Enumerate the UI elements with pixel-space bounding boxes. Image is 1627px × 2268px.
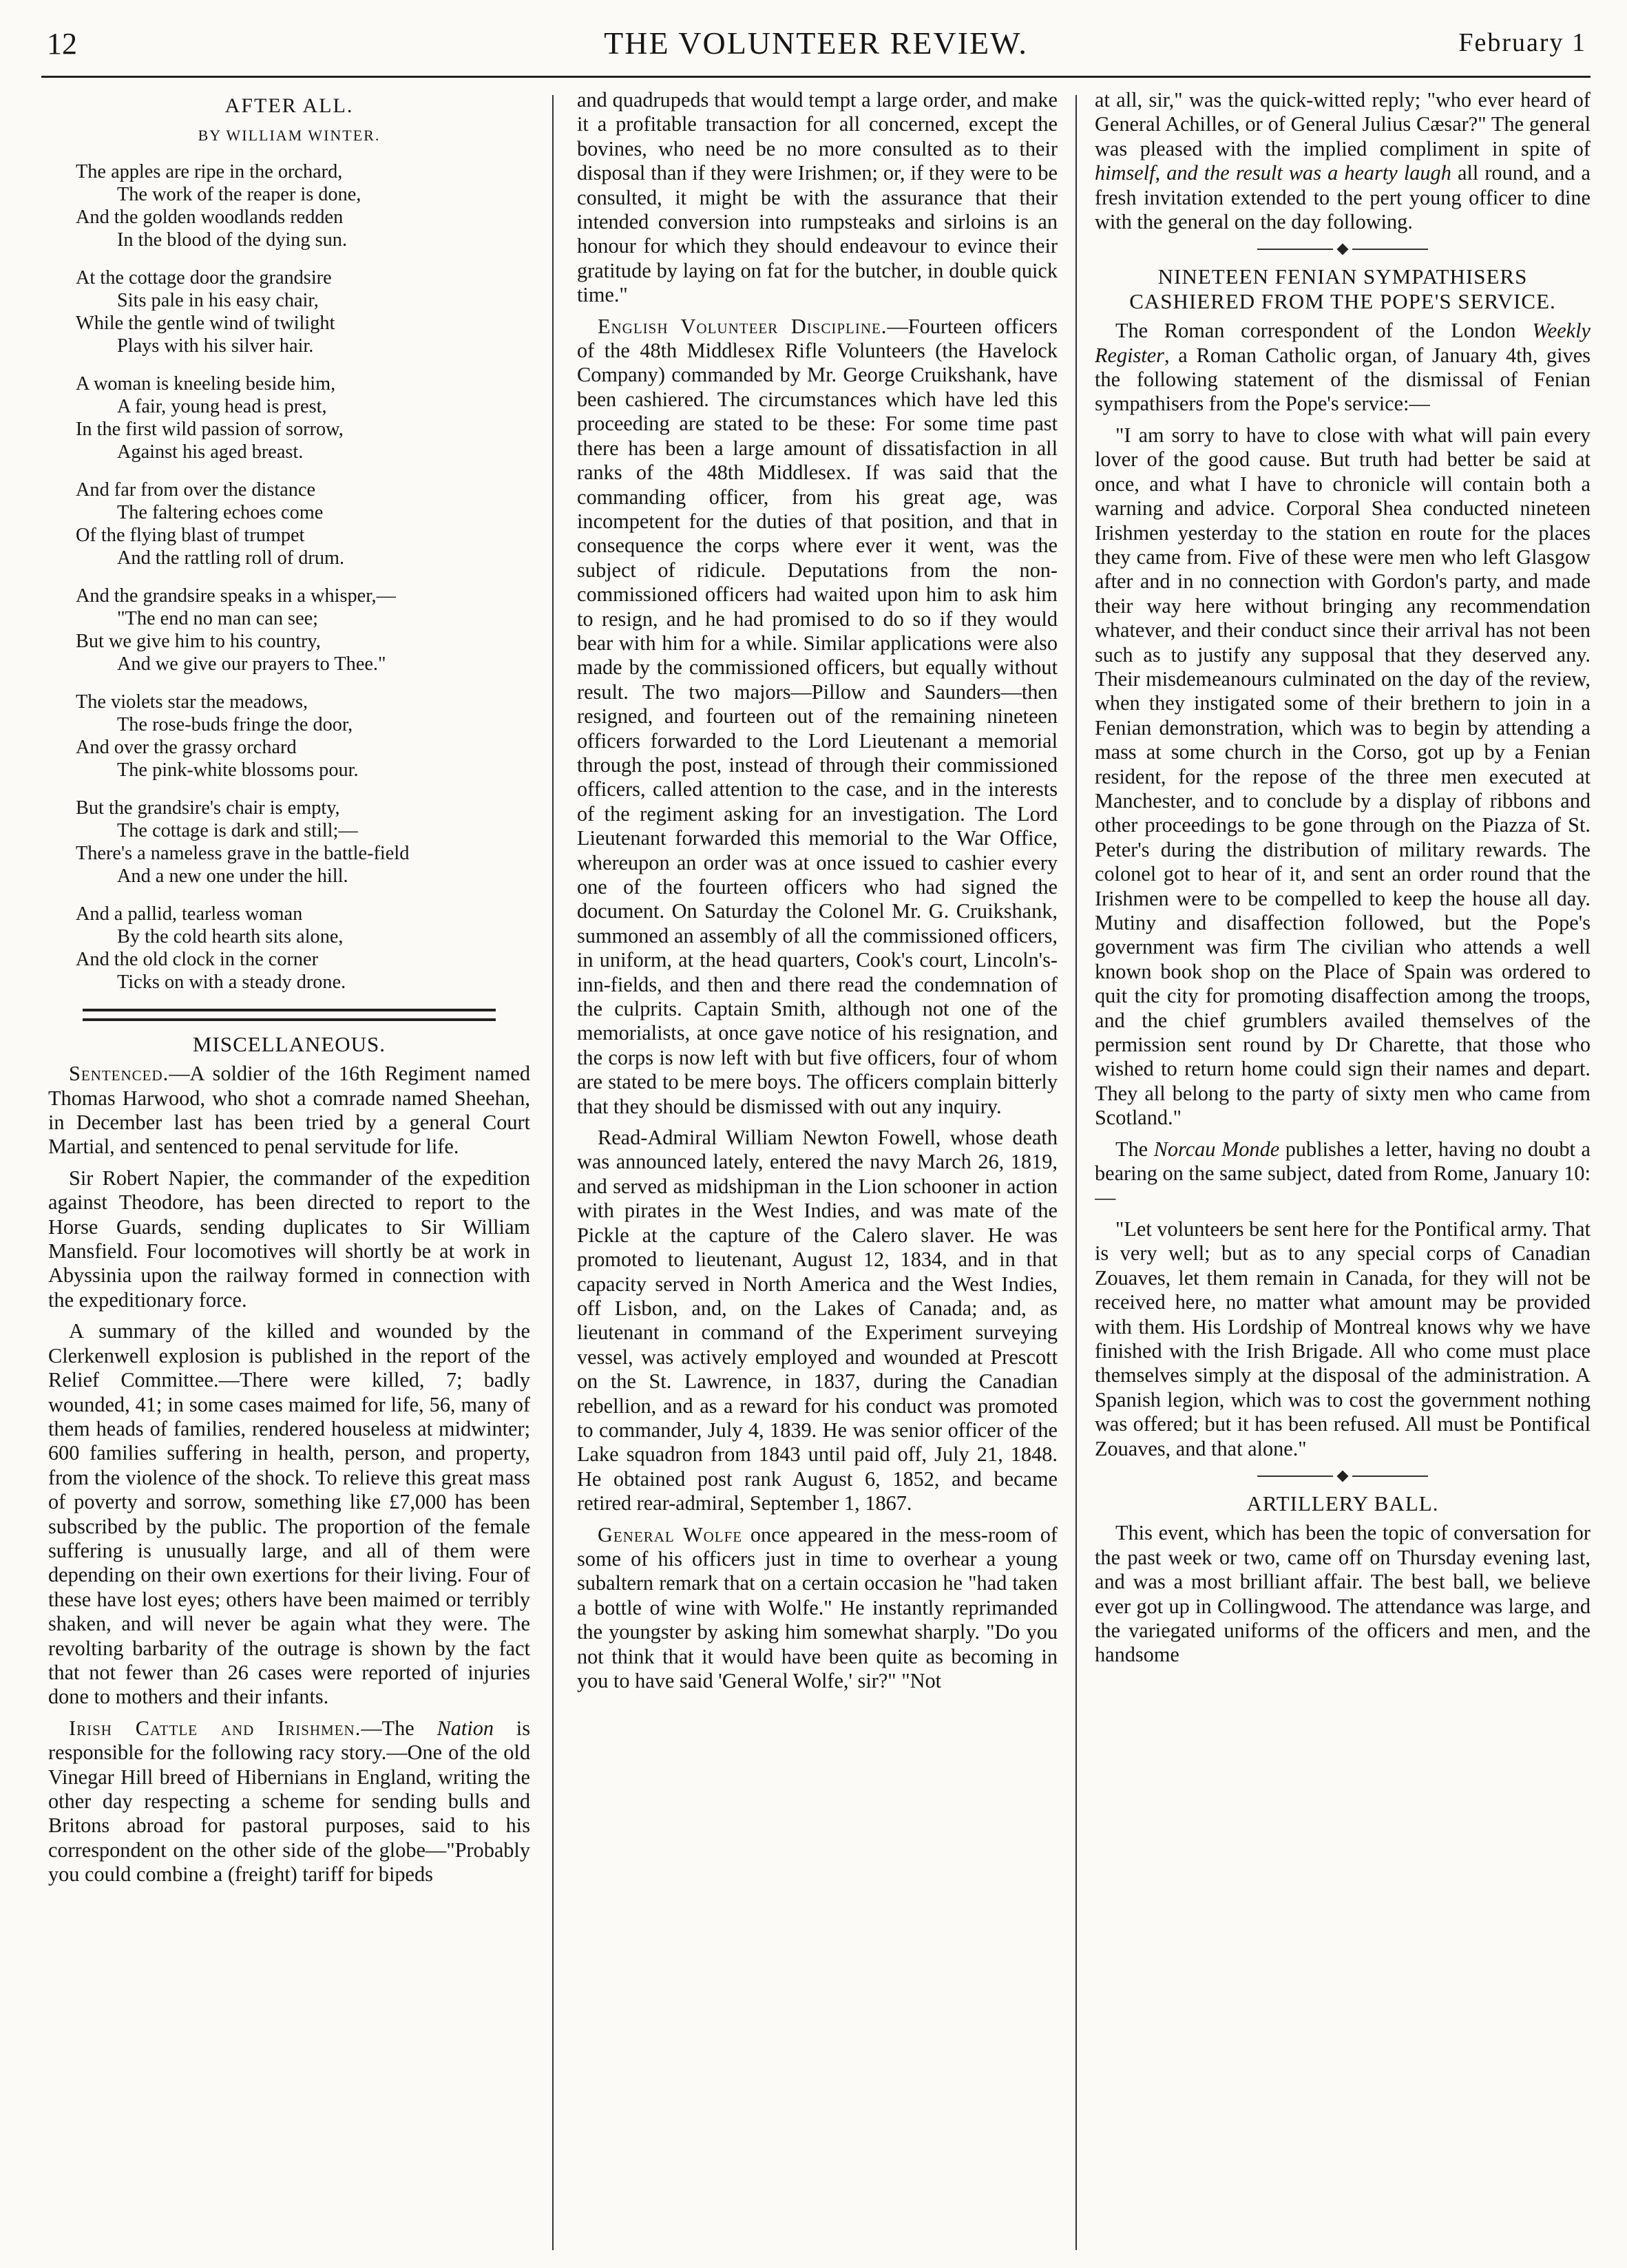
section-heading-fenian: NINETEEN FENIAN SYMPATHISERS CASHIERED FROM THE POPE'S SERVICE. <box>1129 264 1556 313</box>
poem-line: And the old clock in the corner <box>76 948 319 970</box>
column-3 <box>1095 88 1591 2250</box>
poem-line: But we give him to his country, <box>76 630 321 652</box>
article-irish-cattle: Irish Cattle and Irishmen.—The Nation is responsible for the following racy story.—One of the old Vinegar Hill breed of Hibernians in England, writing the other day respecting a scheme for sending bulls and Britons abroad for pastoral purposes, said to his correspondent on the other side of the globe—"Probably you could combine a (freight) tariff for bipeds <box>48 1716 530 1887</box>
poem-stanza <box>76 585 530 675</box>
publication-name: Norcau Monde <box>1153 1137 1280 1161</box>
poem-line: Plays with his silver hair. <box>117 335 314 357</box>
poem-line: The rose-buds fringe the door, <box>117 713 353 735</box>
poem-line: In the blood of the dying sun. <box>117 229 348 251</box>
poem-line: And we give our prayers to Thee." <box>117 653 386 675</box>
poem-line: And the rattling roll of drum. <box>117 547 345 569</box>
article-fenian-letter: "I am sorry to have to close with what will pain every lover of the good cause. But truth had better be said at once, and what I have to chronicle will contain both a warning and advice. Corporal Shea conducted nineteen Irishmen yesterday to the station en route for the places they came from. Five of these were men who left Glasgow after and in no connection with Gordon's party, and made their way here without bringing any recommendation whatever, and their conduct since their arrival has not been such as to justify any supposal that they deserved any. Their misdemeanours culminated on the day of the review, when they instigated some of their brethern to join in a Fenian demonstration, which was to begin by attending a mass at some church in the Corso, got up by a Fenian resident, for the repose of the three men executed at Manchester, and to conclude by a display of ribbons and other proceedings to be gone through on the Piazza of St. Peter's during the distribution of military rewards. The colonel got to hear of it, and sent an order round that the Irishmen were to be compelled to keep the house all day. Mutiny and disaffection followed, but the Pope's government was firm The civilian who attends a well known book shop on the Place of Spain was ordered to quit the city for promoting disaffection among the troops, and the chief grumblers availed themselves of the permission sent round by Dr Charette, that those who wished to return home could sign their names and depart. They all belong to the party of sixty men who came from Scotland." <box>1095 423 1591 1130</box>
column-rule <box>1075 95 1077 2250</box>
poem-line: And over the grassy orchard <box>76 736 297 758</box>
poem-line: While the gentle wind of twilight <box>76 312 335 334</box>
ornament-divider <box>1095 245 1591 253</box>
poem-stanza <box>76 903 530 994</box>
article-volunteer-discipline: English Volunteer Discipline.—Fourteen officers of the 48th Middlesex Rifle Volunteers (the Havelock Company) commanded by Mr. George Cruikshank, have been cashiered. The circumstances which have led this proceeding are stated to be these: For some time past there has been a large amount of dissatisfaction in all ranks of the 48th Middlesex. If was said that the commanding officer, from his great age, was incompetent for the duties of that position, and that in consequence the corps where ever it went, was the subject of ridicule. Deputations from the non-commissioned officers had waited upon him to ask him to resign, and he had promised to do so if they would bear with him for a while. Similar applications were also made by the commissioned officers, but equally without result. The two majors—Pillow and Saunders—then resigned, and fourteen out of the remaining nineteen officers forwarded to the Lord Lieutenant a memorial through the post, instead of through their commissioned officers, called attention to the case, and in the interests of the regiment asking for an investigation. The Lord Lieutenant forwarded this memorial to the War Office, whereupon an order was at once issued to cashier every one of the fourteen officers who had signed the document. On Saturday the Colonel Mr. G. Cruikshank, summoned an assembly of all the commissioned officers, in uniform, at the head quarters, Cook's court, Lincoln's-inn-fields, and then and there read the condemnation of the culprits. Captain Smith, although not one of the memorialists, at once gave notice of his resignation, and the corps is now left with but five officers, four of whom are stated to be mere boys. The officers complain bitterly that they should be dismissed with out any inquiry. <box>577 314 1058 1118</box>
poem-line: And a new one under the hill. <box>117 865 348 887</box>
poem-title: AFTER ALL. <box>224 94 354 117</box>
article-continued: and quadrupeds that would tempt a large order, and make it a profitable transaction for all concerned, except the bovines, who need be no more consulted as to their disposal than if they were Irishmen; or, if they were to be consulted, it might be with the assurance that their intended conversion into rumpsteaks and sirloins is an honour for which they should endeavour to evince their gratitude by laying on fat for the butcher, in double quick time." <box>577 88 1058 307</box>
article-admiral-fowell: Read-Admiral William Newton Fowell, whose death was announced lately, entered the navy March 26, 1819, and served as midshipman in the Lion schooner in action with pirates in the West Indies, and was mate of the Pickle at the capture of the Calero slaver. He was promoted to lieutenant, August 12, 1834, and in that capacity served in North America and the West Indies, off Lisbon, and, on the Lakes of Canada; and, as lieutenant in command of the Experiment surveying vessel, was actively employed and wounded at Prescott on the St. Lawrence, in 1837, during the Canadian rebellion, and as a reward for his conduct was promoted to commander, July 4, 1839. He was senior officer of the Lake squadron from 1843 until paid off, July 21, 1848. He obtained post rank August 6, 1852, and became retired rear-admiral, September 1, 1867. <box>577 1126 1058 1515</box>
poem-line: The cottage is dark and still;— <box>117 819 358 841</box>
section-heading-miscellaneous: MISCELLANEOUS. <box>192 1031 386 1056</box>
poem-line: By the cold hearth sits alone, <box>117 925 344 947</box>
section-divider <box>83 1009 496 1021</box>
article-artillery-ball: This event, which has been the topic of conversation for the past week or two, came off on Thursday evening last, and was a most brilliant affair. The best ball, we believe ever got up in Collingwood. The attendance was large, and the variegated uniforms of the officers and men, and the handsome <box>1095 1521 1591 1667</box>
poem-stanza <box>76 266 530 357</box>
poem-line: And the golden woodlands redden <box>76 206 344 228</box>
article-clerkenwell: A summary of the killed and wounded by the Clerkenwell explosion is published in the report of the Relief Committee.—There were killed, 7; badly wounded, 41; in some cases maimed for life, 56, many of them heads of families, rendered houseless at midwinter; 600 families suffering in health, person, and property, from the violence of the shock. To relieve this great mass of poverty and sorrow, something like £7,000 has been subscribed by the public. The proportion of the female suffering is unusually large, and all of them were depending on their own exertions for their living. Four of these have lost eyes; others have been maimed or terribly shaken, and will never be again what they were. The revolting barbarity of the outrage is shown by the fact that not fewer than 26 cases were reported of injuries done to mothers and their infants. <box>48 1319 530 1709</box>
poem-line: Against his aged breast. <box>117 441 304 463</box>
section-heading-artillery-ball: ARTILLERY BALL. <box>1246 1491 1439 1515</box>
poem-stanza <box>76 691 530 781</box>
poem-stanza <box>76 479 530 569</box>
poem-line: There's a nameless grave in the battle-field <box>76 842 410 864</box>
run-in-head: English Volunteer Discipline. <box>598 314 888 338</box>
poem-line: The work of the reaper is done, <box>117 183 361 205</box>
poem-byline: BY WILLIAM WINTER. <box>198 127 381 145</box>
article-volunteers-letter: "Let volunteers be sent here for the Pontifical army. That is very well; but as to any special corps of Canadian Zouaves, let them remain in Canada, for they will not be received here, no matter what amount may be provided with them. His Lordship of Montreal knows why we have finished with the Irish Brigade. All who come must place themselves simply at the disposal of the administration. A Spanish legion, which was to cost the government nothing was offered; but it has been refused. All must be Pontifical Zouaves, and that alone." <box>1095 1217 1591 1460</box>
poem-line: Of the flying blast of trumpet <box>76 524 305 546</box>
poem-line: The faltering echoes come <box>117 501 324 523</box>
page-number: 12 <box>47 27 77 61</box>
article-general-wolfe: General Wolfe once appeared in the mess-room of some of his officers just in time to overhear a young subaltern remark that on a certain occasion he "had taken a bottle of wine with Wolfe." He instantly reprimanded the youngster by asking him somewhat sharply. "Do you not think that it would have been quite as becoming in you to have said 'General Wolfe,' sir?" "Not <box>577 1522 1058 1692</box>
article-napier: Sir Robert Napier, the commander of the expedition against Theodore, has been directed to report to the Horse Guards, sending duplicates to Sir William Mansfield. Four locomotives will shortly be at work in Abyssinia upon the railway formed in connection with the expeditionary force. <box>48 1166 530 1312</box>
article-nouveau-monde: The Norcau Monde publishes a letter, having no doubt a bearing on the same subject, dated from Rome, January 10:— <box>1095 1137 1591 1210</box>
poem-line: Sits pale in his easy chair, <box>117 289 319 311</box>
run-in-head: Irish Cattle and Irishmen. <box>69 1716 361 1740</box>
poem-line: And a pallid, tearless woman <box>76 903 303 925</box>
poem <box>48 160 530 994</box>
poem-line: A woman is kneeling beside him, <box>76 372 336 395</box>
poem-line: And far from over the distance <box>76 479 316 501</box>
article-sentenced: Sentenced.—A soldier of the 16th Regiment named Thomas Harwood, who shot a comrade named Sheehan, in December last has been tried by a general Court Martial, and sentenced to penal servitude for life. <box>48 1062 530 1159</box>
poem-line: The violets star the meadows, <box>76 691 308 713</box>
poem-line: At the cottage door the grandsire <box>76 266 332 288</box>
issue-date: February 1 <box>1458 28 1586 57</box>
publication-name: Weekly Register <box>1095 319 1591 367</box>
article-fenian-intro: The Roman correspondent of the London Weekly Register, a Roman Catholic organ, of January 4th, gives the following statement of the dismissal of Fenian sympathisers from the Pope's service:— <box>1095 319 1591 416</box>
page-header <box>41 21 1591 78</box>
poem-stanza <box>76 160 530 251</box>
column-rule <box>552 95 554 2250</box>
poem-stanza <box>76 797 530 888</box>
poem-line: A fair, young head is prest, <box>117 395 327 417</box>
poem-line: But the grandsire's chair is empty, <box>76 797 340 819</box>
poem-stanza <box>76 372 530 463</box>
poem-line: The pink-white blossoms pour. <box>117 759 359 781</box>
poem-line: Ticks on with a steady drone. <box>117 971 346 993</box>
publication-name: Nation <box>437 1716 494 1740</box>
poem-line: The apples are ripe in the orchard, <box>76 160 343 182</box>
column-1 <box>48 88 530 2250</box>
run-in-head: General Wolfe <box>598 1522 743 1546</box>
masthead-title: THE VOLUNTEER REVIEW. <box>604 25 1028 61</box>
column-2 <box>577 88 1058 2250</box>
run-in-head: Sentenced. <box>69 1062 169 1086</box>
poem-line: And the grandsire speaks in a whisper,— <box>76 585 396 607</box>
ornament-divider <box>1095 1472 1591 1480</box>
poem-line: In the first wild passion of sorrow, <box>76 418 344 440</box>
article-wolfe-continued: at all, sir," was the quick-witted reply; "who ever heard of General Achilles, or of General Julius Cæsar?" The general was pleased with the implied compliment in spite of himself, and the result was a hearty laugh all round, and a fresh invitation extended to the pert young officer to dine with the general on the day following. <box>1095 88 1591 234</box>
poem-line: "The end no man can see; <box>117 607 319 629</box>
